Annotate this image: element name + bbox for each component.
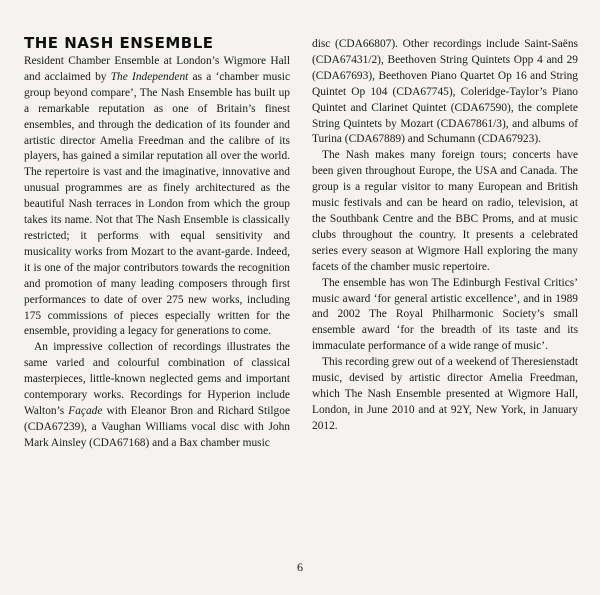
text-run: with Eleanor Bron and Richard Stilgoe (CDA67239), a Vaughan Williams vocal disc with John Mark Ainsley (CDA67168) and a Bax chamber music	[24, 404, 290, 449]
page-number: 6	[297, 560, 303, 574]
right-column	[312, 37, 578, 435]
paragraph: The Nash makes many foreign tours; concerts have been given throughout Europe, the USA and Canada. The group is a regular visitor to many European and British music festivals and can be heard on radio, television, at the Southbank Centre and the BBC Proms, and at music clubs throughout the country. It presents a celebrated series every season at Wigmore Hall exploring the many facets of the chamber music repertoire.	[312, 149, 578, 273]
paragraph	[24, 54, 290, 340]
paragraph: The ensemble has won The Edinburgh Festival Critics’ music award ‘for general artistic excellence’, and in 1989 and 2002 The Royal Philharmonic Society’s small ensemble award ‘for the breadth of its taste and its immaculate performance of a wide range of music’.	[312, 276, 578, 353]
text-run: An impressive collection of recordings illustrates the same varied and colourful combination of classical masterpieces, little-known neglected gems and important contemporary works. Recordings for Hyperion include Walton’s	[24, 341, 290, 417]
text-run: as a ‘chamber music group beyond compare’, The Nash Ensemble has built up a remarkable reputation as one of Britain’s finest ensembles, and through the dedication of its founder and artistic director Amelia Freedman and the calibre of its players, has gained a similar reputation all over the world. The repertoire is vast and the imaginative, innovative and unusual programmes are as finely architectured as the beautiful Nash terraces in London from which the group takes its name. Not that The Nash Ensemble is classically restricted; it performs with equal sensitivity and musicality works from Mozart to the avant-garde. Indeed, it is one of the major contributors towards the recognition and promotion of many leading composers through first performances to date of over 275 new works, including 175 commissions of pieces especially written for the ensemble, providing a legacy for generations to come.	[24, 70, 291, 338]
left-column	[24, 54, 290, 452]
paragraph: disc (CDA66807). Other recordings include Saint-Saëns (CDA67431/2), Beethoven String Quintets Opp 4 and 29 (CDA67693), Beethoven Piano Quartet Op 16 and String Quintet Op 104 (CDA67745), Coleridge-Taylor’s Piano Quintet and Clarinet Quintet (CDA67590), the complete String Quintets by Mozart (CDA67861/3), and albums of Turina (CDA67889) and Schumann (CDA67923).	[312, 38, 578, 146]
publication-title: The Independent	[110, 70, 189, 83]
text-run: Resident Chamber Ensemble at London’s Wigmore Hall and acclaimed by	[24, 55, 290, 83]
paragraph: This recording grew out of a weekend of Theresienstadt music, devised by artistic director Amelia Freedman, which The Nash Ensemble presented at Wigmore Hall, London, in June 2010 and at 92Y, New York, in January 2012.	[312, 356, 578, 432]
section-heading: THE NASH ENSEMBLE	[24, 34, 214, 52]
work-title: Façade	[68, 404, 103, 417]
paragraph	[24, 340, 290, 451]
